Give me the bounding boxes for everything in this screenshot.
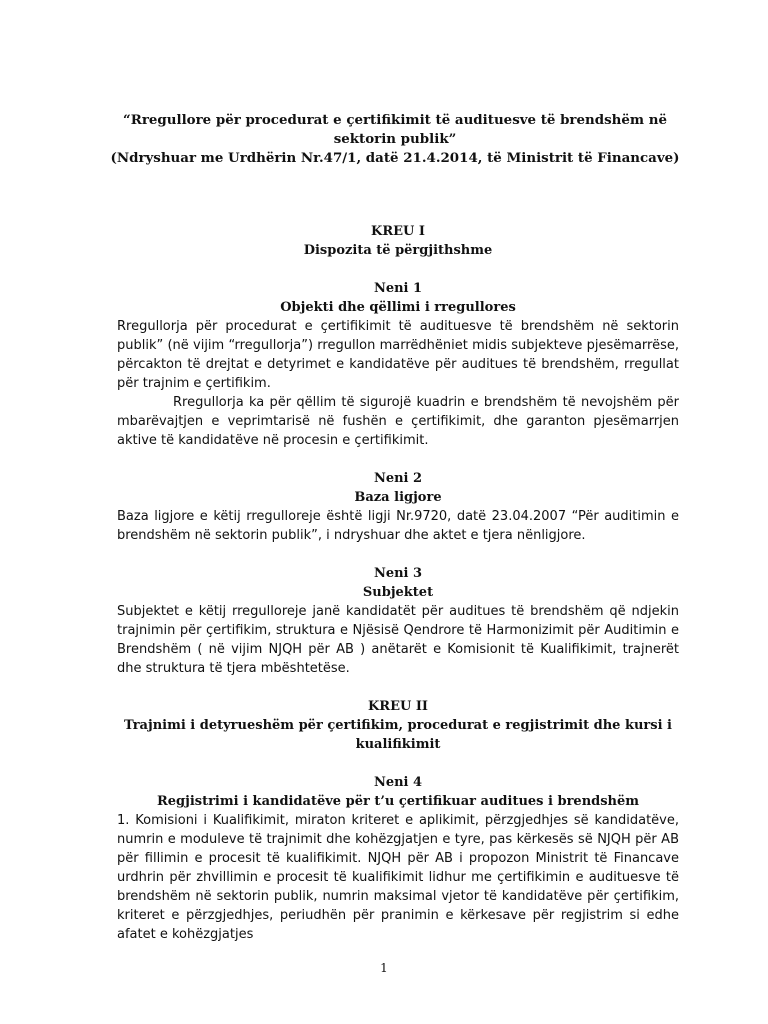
article-4-heading: Neni 4 (373, 775, 423, 790)
chapter-1-heading: KREU I (371, 224, 425, 239)
chapter-1-subheading: Dispozita të përgjithshme (303, 243, 493, 258)
article-1-paragraph-2: Rregullorja ka për qëllim të sigurojë kuadrin e brendshëm të nevojshëm për mbarëvajtjen e veprimtarisë në fushën e çertifikimit, dhe garanton pjesëmarrjen aktive të kandidatëve në procesin e çertifikimit. (117, 395, 679, 448)
article-4-title: Regjistrimi i kandidatëve për t’u çertifikuar auditues i brendshëm (156, 794, 640, 809)
document-body (117, 222, 679, 944)
article-3-title: Subjektet (362, 585, 434, 600)
page-number: 1 (380, 961, 388, 975)
article-2-heading: Neni 2 (373, 471, 423, 486)
article-3-heading: Neni 3 (373, 566, 423, 581)
chapter-2-heading: KREU II (367, 699, 429, 714)
article-1-paragraph-1: Rregullorja për procedurat e çertifikimit të audituesve të brendshëm në sektorin publik” (në vijim “rregullorja”) rregullon marrëdhëniet midis subjekteve pjesëmarrëse, përcakton të drejtat e detyrimet e kandidatëve për auditues të brendshëm, rregullat për trajnim e çertifikim. (117, 319, 679, 391)
title-line-1: “Rregullore për procedurat e çertifikimit të audituesve të brendshëm në sektorin publik” (123, 112, 667, 147)
title-line-2: (Ndryshuar me Urdhërin Nr.47/1, datë 21.4.2014, të Ministrit të Financave) (110, 150, 680, 166)
document-title (110, 111, 680, 168)
article-4-paragraph-1: 1. Komisioni i Kualifikimit, miraton kriteret e aplikimit, përzgjedhjes së kandidatëve, numrin e moduleve të trajnimit dhe kohëzgjatjen e tyre, pas kërkesës së NJQH për AB për fillimin e procesit të kualifikimit. NJQH për AB i propozon Ministrit të Financave urdhrin për zhvillimin e procesit të kualifikimit lidhur me çertifikimin e audituesve të brendshëm në sektorin publik, numrin maksimal vjetor të kandidatëve për çertifikim, kriteret e përzgjedhjes, periudhën për pranimin e kërkesave për regjistrim si edhe afatet e kohëzgjatjes (117, 813, 679, 942)
article-2-paragraph-1: Baza ligjore e këtij rregulloreje është ligji Nr.9720, datë 23.04.2007 “Për auditimin e brendshëm në sektorin publik”, i ndryshuar dhe aktet e tjera nënligjore. (117, 509, 679, 543)
article-2-title: Baza ligjore (354, 490, 442, 505)
article-1-heading: Neni 1 (373, 281, 423, 296)
article-3-paragraph-1: Subjektet e këtij rregulloreje janë kandidatët për auditues të brendshëm që ndjekin trajnimin për çertifikim, struktura e Njësisë Qendrore të Harmonizimit për Auditimin e Brendshëm ( në vijim NJQH për AB ) anëtarët e Komisionit të Kualifikimit, trajnerët dhe struktura të tjera mbështetëse. (117, 604, 679, 676)
article-1-title: Objekti dhe qëllimi i rregullores (280, 300, 516, 315)
chapter-2-subheading: Trajnimi i detyrueshëm për çertifikim, procedurat e regjistrimit dhe kursi i kualifikimit (123, 718, 672, 752)
